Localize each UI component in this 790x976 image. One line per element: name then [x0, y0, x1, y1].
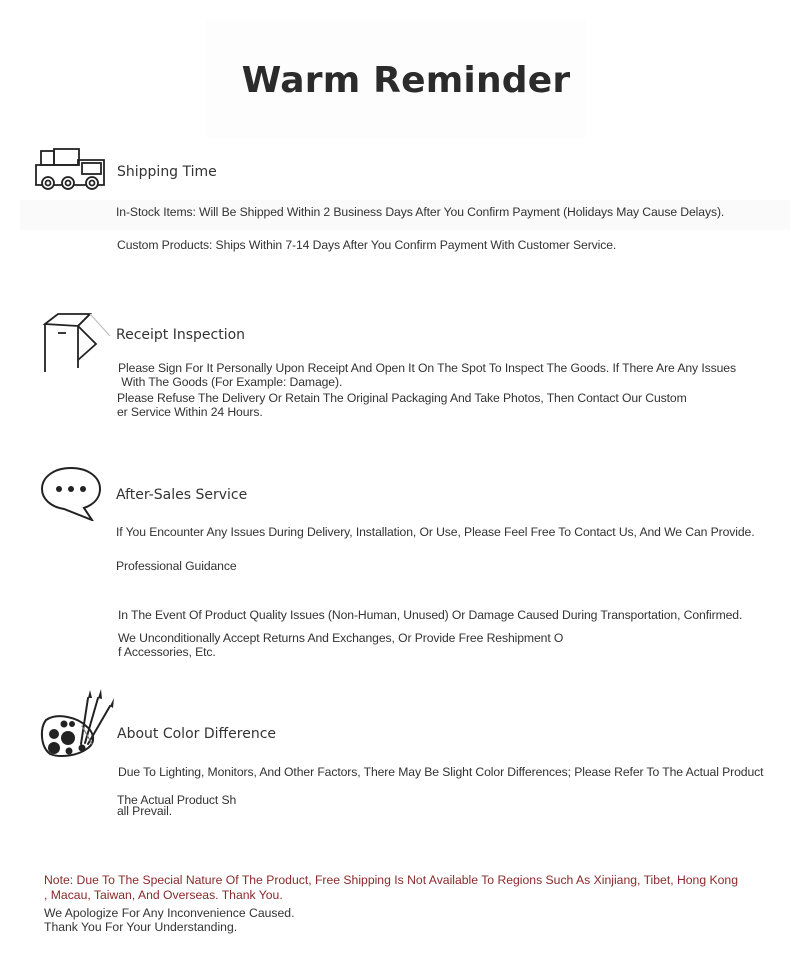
aftersales-heading: After-Sales Service: [116, 487, 248, 503]
chat-bubble-icon: [40, 465, 104, 521]
box-icon: [40, 310, 114, 376]
palette-icon: [38, 688, 118, 760]
color-line-2: The Actual Product Sh: [117, 793, 237, 807]
closing-line-1: We Apologize For Any Inconvenience Caused.: [44, 906, 295, 920]
note-line-1: Note: Due To The Special Nature Of The Product, Free Shipping Is Not Available To Regions Such As Xinjiang, Tibet, Hong Kong: [44, 873, 738, 887]
receipt-line-4: er Service Within 24 Hours.: [117, 405, 263, 419]
closing-line-2: Thank You For Your Understanding.: [44, 920, 238, 934]
page-title: Warm Reminder: [241, 60, 571, 101]
color-line-3: all Prevail.: [117, 804, 173, 818]
note-line-2: , Macau, Taiwan, And Overseas. Thank You.: [44, 888, 283, 902]
aftersales-line-4: We Unconditionally Accept Returns And Exchanges, Or Provide Free Reshipment O: [118, 631, 564, 645]
color-heading: About Color Difference: [117, 726, 277, 742]
shipping-heading: Shipping Time: [117, 164, 217, 180]
receipt-line-1: Please Sign For It Personally Upon Receipt And Open It On The Spot To Inspect The Goods. If There Are Any Issues: [118, 361, 736, 375]
shipping-line-2: Custom Products: Ships Within 7-14 Days After You Confirm Payment With Customer Service.: [117, 238, 617, 252]
receipt-line-2: With The Goods (For Example: Damage).: [118, 375, 343, 389]
aftersales-line-1: If You Encounter Any Issues During Delivery, Installation, Or Use, Please Feel Free To Contact Us, And We Can Provide.: [116, 525, 755, 539]
color-line-1: Due To Lighting, Monitors, And Other Factors, There May Be Slight Color Differences; Please Refer To The Actual Product: [118, 765, 764, 779]
aftersales-line-5: f Accessories, Etc.: [118, 645, 216, 659]
shipping-line-1: In-Stock Items: Will Be Shipped Within 2 Business Days After You Confirm Payment (Holidays May Cause Delays).: [116, 205, 725, 219]
truck-icon: [34, 147, 112, 193]
receipt-heading: Receipt Inspection: [116, 327, 246, 343]
aftersales-line-3: In The Event Of Product Quality Issues (Non-Human, Unused) Or Damage Caused During Transportation, Confirmed.: [118, 608, 743, 622]
aftersales-line-2: Professional Guidance: [116, 559, 237, 573]
receipt-line-3: Please Refuse The Delivery Or Retain The Original Packaging And Take Photos, Then Contact Our Custom: [117, 391, 687, 405]
